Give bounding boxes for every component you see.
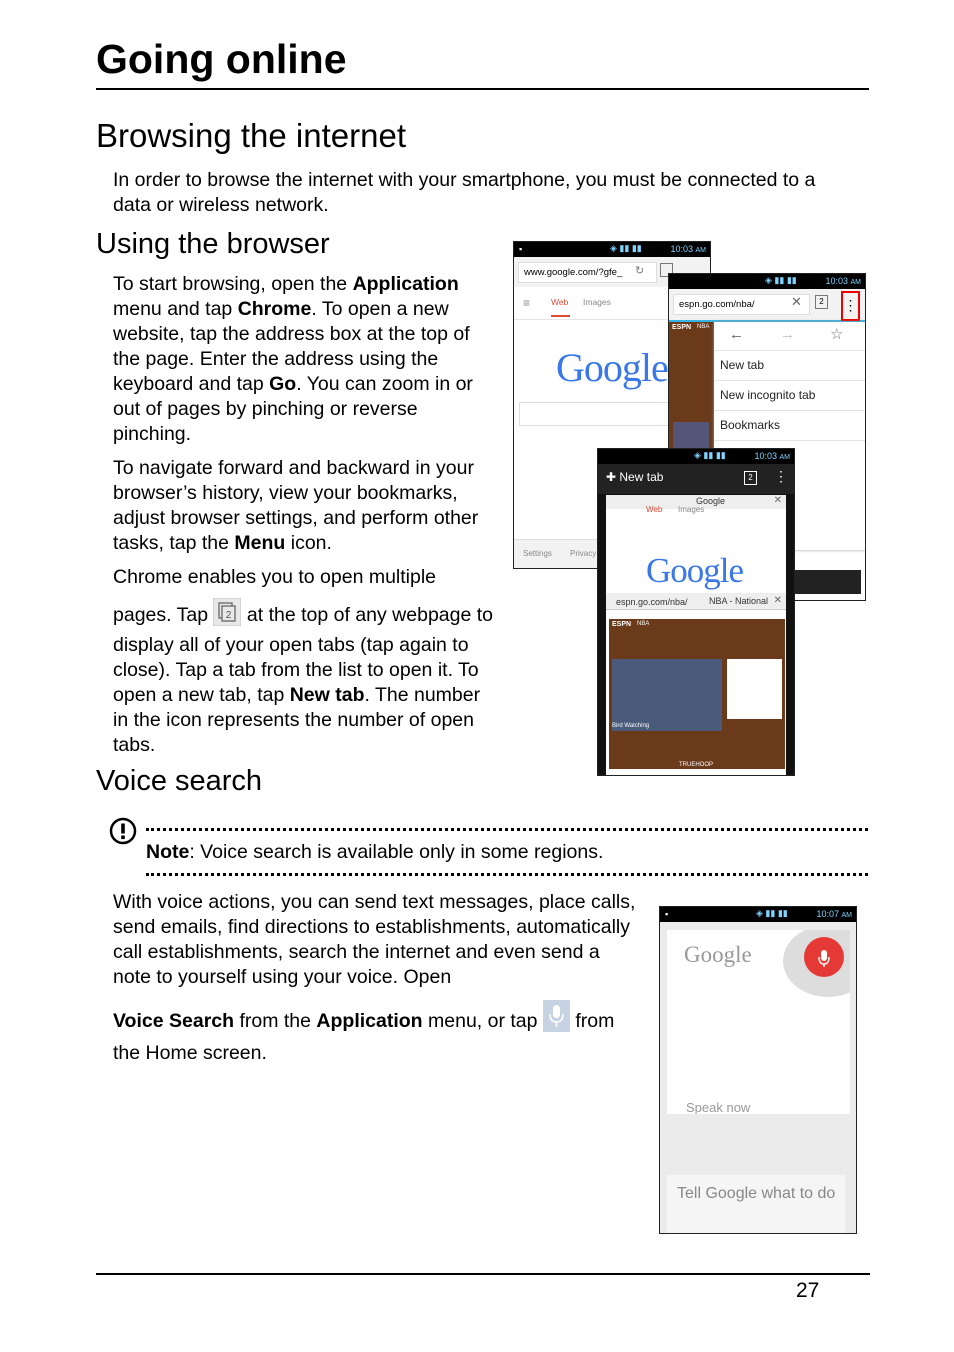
reload-icon[interactable]: ↻: [635, 265, 645, 277]
menu-icon[interactable]: ⋮: [774, 468, 788, 484]
status-bar: ◈ ▮▮ ▮▮ 10:03 AM: [598, 449, 794, 464]
tab-images[interactable]: Images: [583, 297, 611, 307]
tab-card-google[interactable]: Google ✕ Web Images Google: [606, 495, 786, 643]
browser-paragraph-4: pages. Tap 2 at the top of any webpage to display all of your open tabs (tap again to close). Tap a tab from the list to open it. To open a new tab, tap New tab. The number in the icon represents the number of open tabs.: [113, 598, 493, 758]
tabs-icon: [213, 598, 241, 633]
browser-paragraph-1: To start browsing, open the Application menu and tap Chrome. To open a new website, tap the address box at the top of the page. Enter the address using the keyboard and tap Go. You can zoom in or out of pages by pinching or reverse pinching.: [113, 273, 473, 445]
tell-google-prompt: Tell Google what to do: [667, 1175, 845, 1233]
wifi-signal-icon: ◈ ▮▮ ▮▮: [694, 450, 726, 460]
menu-icon[interactable]: ⋮: [841, 291, 860, 321]
microphone-button[interactable]: [804, 937, 844, 977]
notification-icon: ▪: [665, 909, 669, 919]
tab-card-espn[interactable]: espn.go.com/nba/ NBA - National ✕ ESPN NBA Bird Watching TRUEHOOP: [606, 593, 786, 775]
section-title: Browsing the internet: [96, 117, 407, 154]
voice-card: [667, 930, 850, 1114]
new-tab-button[interactable]: ✚ New tab: [606, 470, 664, 484]
menu-item-new-tab[interactable]: New tab: [714, 350, 865, 381]
back-icon[interactable]: ←: [729, 326, 744, 343]
tabs-icon-count: 2: [226, 610, 232, 621]
speak-now-label: Speak now: [686, 1100, 751, 1114]
page-number: 27: [796, 1279, 820, 1302]
google-logo: Google: [556, 345, 668, 390]
voice-paragraph-1: With voice actions, you can send text messages, place calls, send emails, find directions to establishments, automatically call establishments, search the internet and even send a note to yourself using your voice. Open: [113, 891, 636, 988]
tabs-icon[interactable]: 2: [815, 295, 828, 309]
notification-icon: ▪: [519, 244, 523, 254]
page-title: Going online: [96, 36, 347, 82]
status-bar: ◈ ▮▮ ▮▮ 10:03 AM: [669, 274, 865, 289]
wifi-signal-icon: ◈ ▮▮ ▮▮: [610, 243, 642, 253]
tab-web[interactable]: Web: [551, 297, 569, 307]
tabs-icon[interactable]: 2: [744, 471, 757, 485]
forward-icon[interactable]: →: [780, 326, 795, 343]
wifi-signal-icon: ◈ ▮▮ ▮▮: [756, 908, 788, 918]
footer-rule: [96, 1273, 870, 1275]
browser-paragraph-2: To navigate forward and backward in your browser’s history, view your bookmarks, adjust browser settings, and perform other tasks, tap the Menu icon.: [113, 457, 479, 554]
address-bar[interactable]: www.google.com/?gfe_: [518, 262, 657, 283]
google-logo: Google: [684, 942, 752, 967]
subsection-title-browser: Using the browser: [96, 228, 330, 260]
intro-paragraph: In order to browse the internet with your smartphone, you must be connected to a data or wireless network.: [113, 169, 816, 216]
clear-icon[interactable]: ✕: [791, 294, 802, 309]
menu-item-bookmarks[interactable]: Bookmarks: [714, 410, 865, 441]
status-bar: ▪ ◈ ▮▮ ▮▮ 10:03 AM: [514, 242, 710, 257]
google-logo: Google: [646, 551, 744, 590]
subsection-title-voice: Voice search: [96, 765, 263, 797]
status-bar: ▪ ◈ ▮▮ ▮▮ 10:07 AM: [660, 907, 856, 922]
settings-link[interactable]: Settings: [523, 549, 552, 558]
address-bar[interactable]: espn.go.com/nba/: [673, 294, 810, 315]
close-tab-icon[interactable]: ✕: [773, 595, 782, 606]
note-text: Note: Voice search is available only in some regions.: [146, 841, 604, 863]
menu-lines-icon[interactable]: ≡: [523, 296, 531, 310]
close-tab-icon[interactable]: ✕: [773, 495, 782, 506]
warning-icon: [109, 817, 137, 850]
espn-page-preview: ESPN NBA: [669, 322, 714, 600]
voice-paragraph-2: Voice Search from the Application menu, or tap from the Home screen.: [113, 1000, 638, 1067]
screenshot-tab-switcher: [597, 448, 795, 776]
note-top-dotted-line: [146, 828, 868, 831]
privacy-link[interactable]: Privacy: [570, 549, 597, 558]
bookmark-star-icon[interactable]: ☆: [830, 326, 844, 343]
microphone-icon: [543, 1000, 570, 1040]
microphone-icon: [804, 937, 844, 977]
note-bottom-dotted-line: [146, 873, 868, 876]
wifi-signal-icon: ◈ ▮▮ ▮▮: [765, 275, 797, 285]
menu-item-new-incognito-tab[interactable]: New incognito tab: [714, 380, 865, 411]
screenshot-voice-search: [659, 906, 857, 1234]
title-rule: [96, 88, 869, 90]
browser-paragraph-3: Chrome enables you to open multiple: [113, 566, 437, 588]
